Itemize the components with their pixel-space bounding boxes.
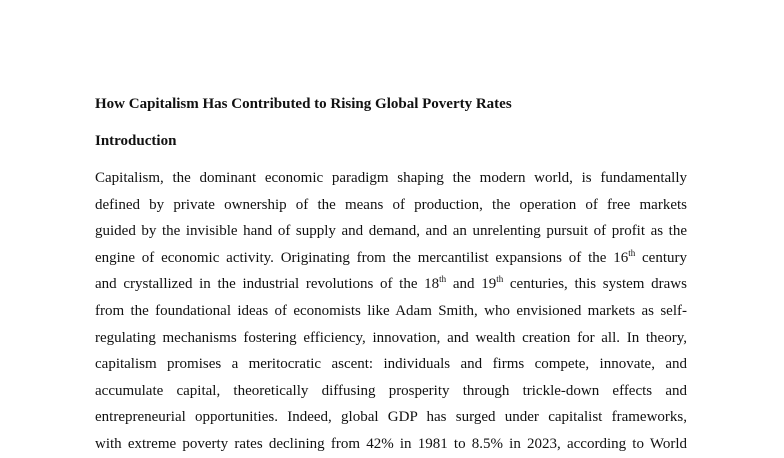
paragraph-line-11: with extreme poverty rates declining from 42% in 1981 to 8.5% in 2023, according to World [95, 435, 687, 452]
paragraph-line-7: regulating mechanisms fostering efficiency, innovation, and wealth creation for all. In theory, [95, 329, 687, 346]
document-title: How Capitalism Has Contributed to Rising Global Poverty Rates [95, 96, 512, 112]
paragraph-line-3: guided by the invisible hand of supply and demand, and an unrelenting pursuit of profit as the [95, 223, 687, 240]
line-4-part-b: century [635, 249, 687, 266]
paragraph-line-8: capitalism promises a meritocratic ascent: individuals and firms compete, innovate, and [95, 356, 687, 373]
paragraph-line-5 [95, 271, 687, 298]
paragraph-line-10: entrepreneurial opportunities. Indeed, global GDP has surged under capitalist frameworks, [95, 409, 687, 426]
paragraph-line-4 [95, 245, 687, 272]
paragraph-line-2: defined by private ownership of the means of production, the operation of free markets [95, 196, 687, 213]
ordinal-suffix: th [496, 274, 504, 285]
introduction-paragraph [95, 165, 687, 458]
line-4-part-a: engine of economic activity. Originating from the mercantilist expansions of the 16 [95, 249, 629, 266]
section-heading-introduction: Introduction [95, 133, 177, 149]
ordinal-suffix: th [628, 247, 636, 258]
line-5-part-a: and crystallized in the industrial revolutions of the 18 [95, 276, 440, 293]
paragraph-line-6: from the foundational ideas of economists like Adam Smith, who envisioned markets as self- [95, 302, 687, 319]
paragraph-line-1: Capitalism, the dominant economic paradigm shaping the modern world, is fundamentally [95, 170, 687, 186]
ordinal-suffix: th [439, 274, 447, 285]
paragraph-line-9: accumulate capital, theoretically diffusing prosperity through trickle-down effects and [95, 382, 687, 399]
line-5-part-c: centuries, this system draws [503, 276, 687, 293]
line-5-part-b: and 19 [446, 276, 497, 293]
